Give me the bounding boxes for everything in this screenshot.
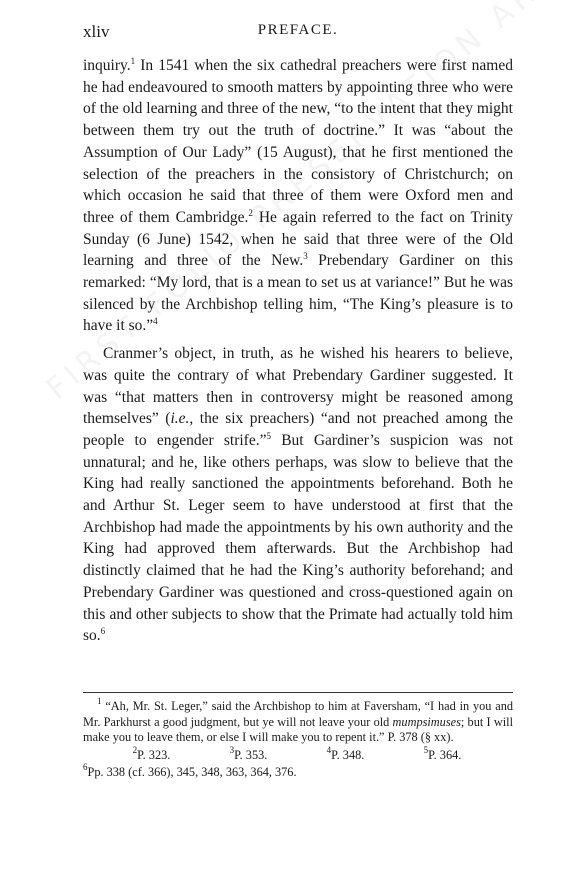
footnote-marker: 3 bbox=[303, 251, 308, 262]
text-run: He again referred to the fact on Trinity Sunday (6 June) 1542, when he said that three were of the Old learning and three of the New. bbox=[83, 208, 513, 270]
footnote-number: 5 bbox=[423, 744, 429, 755]
italic-text: i.e. bbox=[170, 410, 190, 428]
text-run: , the six preachers) “and not preached among the people to engender strife.” bbox=[83, 410, 513, 449]
footnote-number: 3 bbox=[229, 744, 235, 755]
footnote-number: 2 bbox=[132, 744, 138, 755]
footnote-number: 6 bbox=[83, 762, 88, 772]
text-run: But Gardiner’s suspicion was not unnatural; and he, like others perhaps, was slow to believe that the King had really sanctioned the appointments beforehand. Both he and Arthur St. Leger seem to have understood at first that the Archbishop had made the appointments by his own authority and the King had approved them afterwards. But the Archbishop had distinctly claimed that he had the King’s authority beforehand; and Prebendary Gardiner was questioned and cross-questioned again on this and other subjects to show that the Primate had actually told him so. bbox=[83, 431, 514, 645]
text-run: P. 323. bbox=[137, 747, 171, 762]
text-run: P. 348. bbox=[331, 747, 365, 762]
footnote-row bbox=[83, 746, 513, 764]
text-run: P. 353. bbox=[234, 747, 268, 762]
text-run: “Ah, Mr. St. Leger,” said the Archbishop to him at Faversham, “I had in you and Mr. Parkhurst a good judgment, but ye will not leave your old bbox=[83, 699, 513, 729]
footnote-3 bbox=[229, 744, 268, 764]
italic-text: mumpsimuses bbox=[392, 714, 461, 729]
footnote-marker: 2 bbox=[248, 207, 253, 218]
footnote-6 bbox=[83, 763, 513, 781]
footnote-number: 4 bbox=[326, 744, 332, 755]
text-run: P. 364. bbox=[428, 747, 462, 762]
footnote-4 bbox=[326, 744, 365, 764]
footnote-1 bbox=[83, 696, 513, 746]
footnote-marker: 6 bbox=[100, 626, 106, 637]
footnote-number: 1 bbox=[97, 696, 102, 706]
running-head: PREFACE. bbox=[257, 22, 339, 38]
paragraph bbox=[83, 55, 513, 337]
footnote-marker: 4 bbox=[153, 316, 158, 327]
footnote-5 bbox=[423, 744, 462, 764]
footnote-2 bbox=[132, 744, 171, 764]
footnote-marker: 1 bbox=[130, 56, 136, 66]
paragraph bbox=[83, 343, 513, 647]
text-run: ; but I will make you to leave them, or else I will make you to repent it.” P. 378 (§ xx). bbox=[83, 714, 513, 744]
text-run: Pp. 338 (cf. 366), 345, 348, 363, 364, 376. bbox=[87, 765, 297, 779]
text-run: Prebendary Gardiner on this remarked: “My lord, that is a mean to set us at variance!” But he was silenced by the Archbishop telling him, “The King’s pleasure is to have it so.” bbox=[83, 252, 514, 335]
footnote-marker: 5 bbox=[266, 430, 271, 441]
body-text bbox=[83, 55, 513, 647]
text-run: inquiry. bbox=[83, 57, 131, 74]
page-header bbox=[83, 22, 513, 44]
footnote-rule bbox=[83, 692, 513, 693]
footnotes bbox=[83, 696, 513, 781]
text-run: Cranmer’s object, in truth, as he wished his hearers to believe, was quite the contrary of what Prebendary Gardiner suggested. It was “that matters then in controversy might be reasoned among themselves” ( bbox=[83, 345, 513, 428]
text-run: In 1541 when the six cathedral preachers were first named he had endeavoured to smooth matters by appointing three who were of the old learning and three of the new, “to the intent that they might between them try out the truth of doctrine.” It was “about the Assumption of Our Lady” (15 August), that he first mentioned the selection of the preachers in the consistory of Christchurch; on which occasion he said that three of them were Oxford men and three of them Cambridge. bbox=[83, 57, 513, 226]
page-number: xliv bbox=[83, 22, 110, 41]
